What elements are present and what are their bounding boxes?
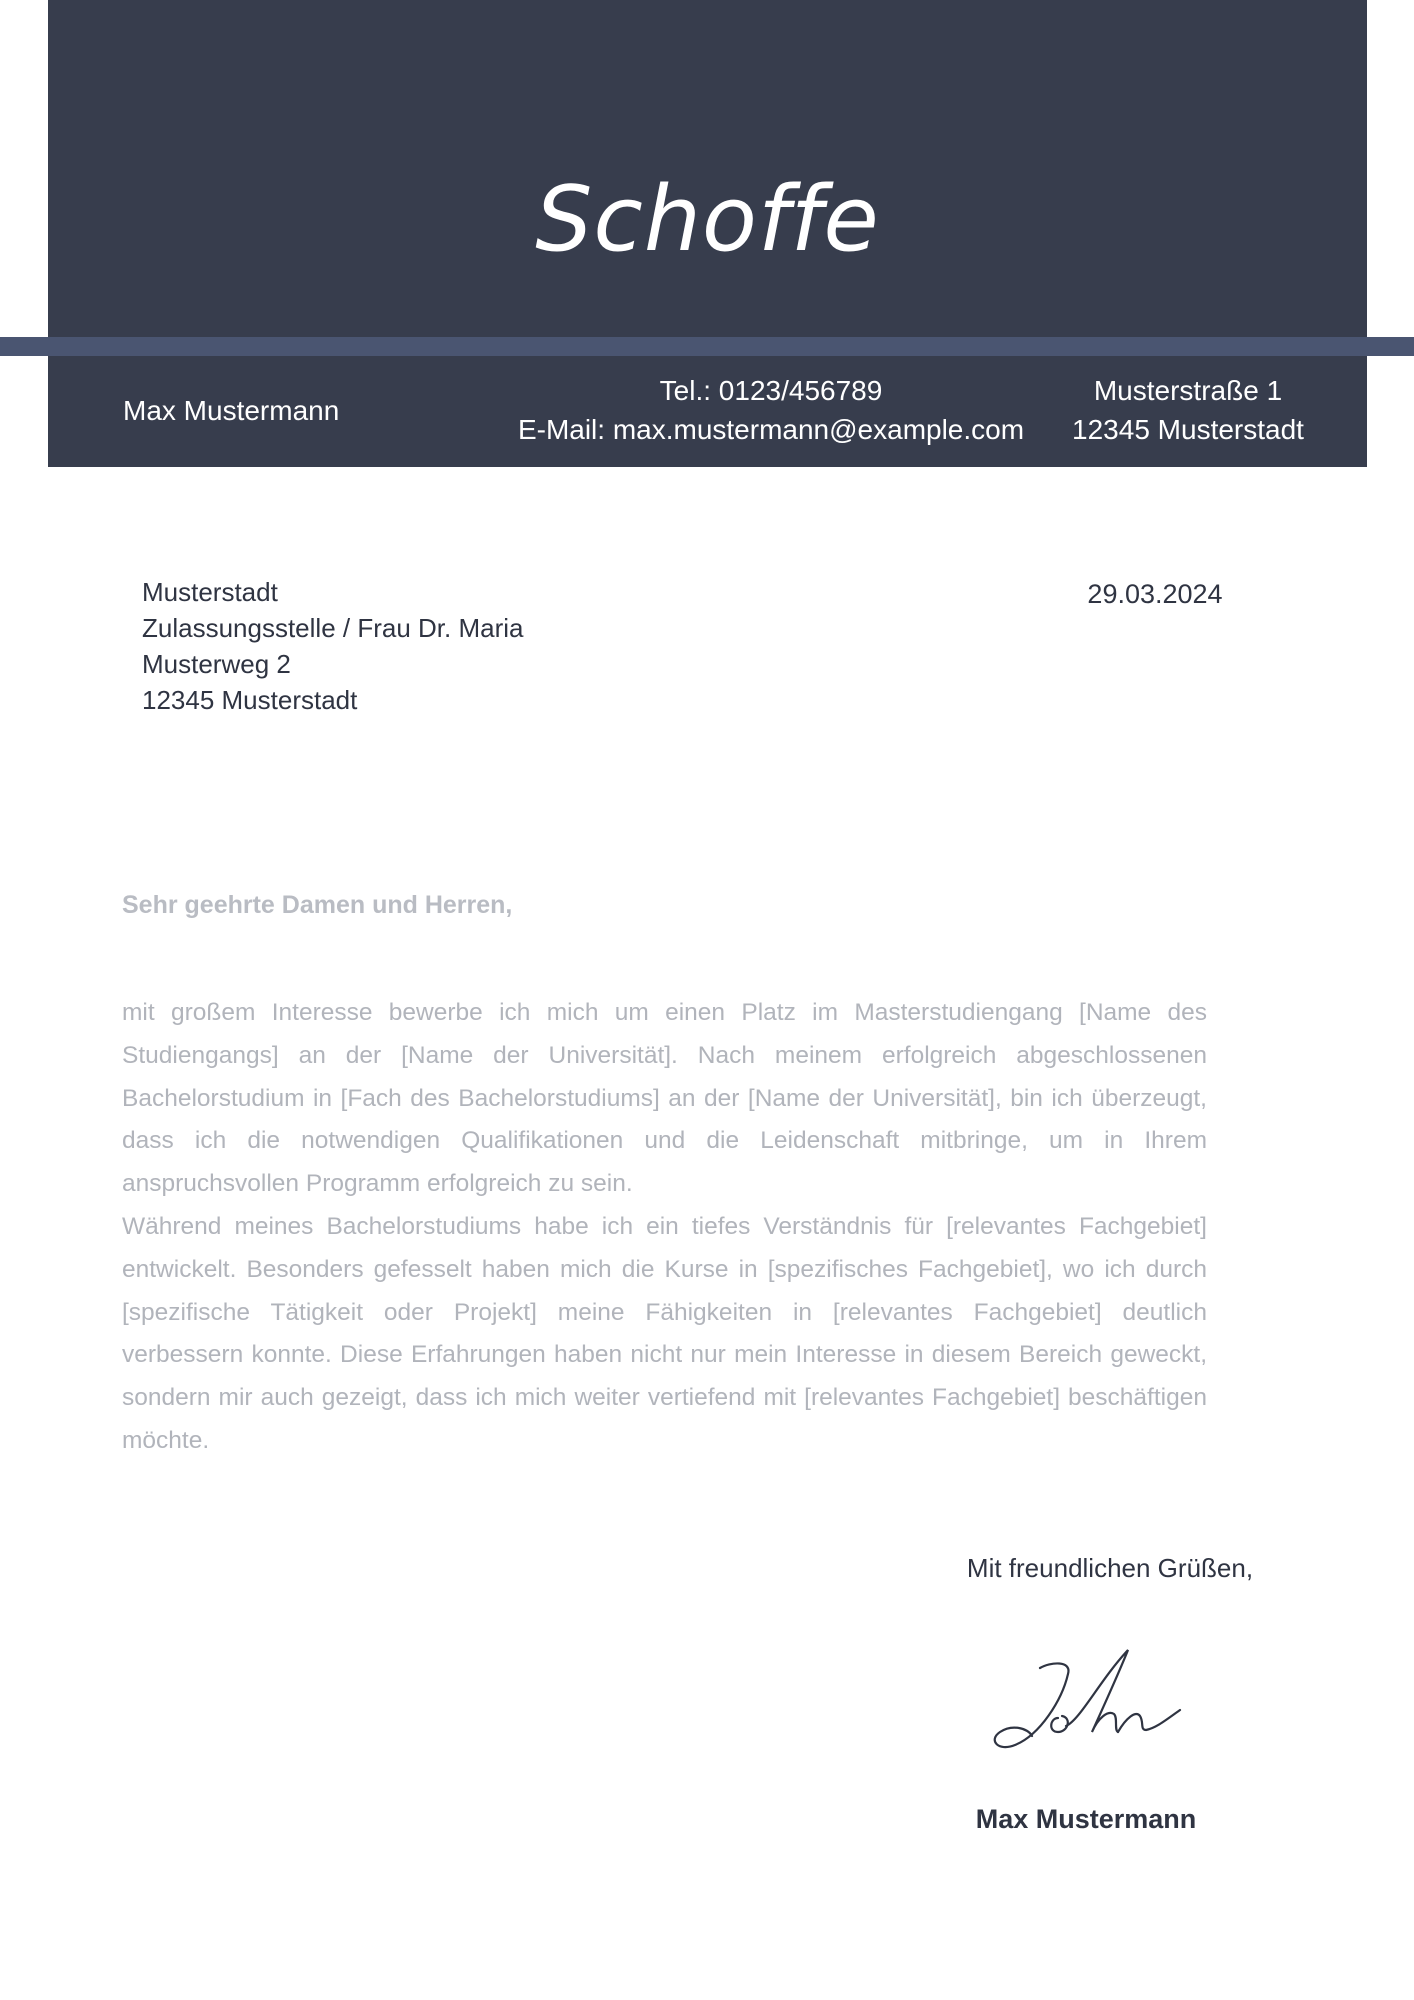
body-paragraph: mit großem Interesse bewerbe ich mich um einen Platz im Masterstudiengang [Name des Studiengangs] an der [Name der Universität]. Nach meinem erfolgreich abgeschlossenen Bachelorstudium in [Fach des Bachelorstudiums] an der [Name der Universität], bin ich überzeugt, dass ich die notwendigen Qualifikationen und die Leidenschaft mitbringe, um in Ihrem anspruchsvollen Programm erfolgreich zu sein. (122, 999, 1207, 1198)
recipient-line: 12345 Musterstadt (142, 685, 358, 715)
signer-name: Max Mustermann (975, 1804, 1197, 1834)
email-address: E-Mail: max.mustermann@example.com (517, 414, 1025, 445)
letter-body (122, 992, 1207, 1463)
sender-address (1048, 371, 1328, 449)
contact-bar (48, 356, 1367, 467)
recipient-line: Zulassungsstelle / Frau Dr. Maria (142, 613, 524, 643)
logo-title: Schoffe (535, 167, 880, 272)
sender-city: 12345 Musterstadt (1072, 414, 1304, 445)
closing: Mit freundlichen Grüßen, (966, 1553, 1254, 1583)
body-paragraph: Während meines Bachelorstudiums habe ich ein tiefes Verständnis für [relevantes Fachgebiet] entwickelt. Besonders gefesselt haben mich die Kurse in [spezifisches Fachgebiet], wo ich durch [spezifische Tätigkeit oder Projekt] meine Fähigkeiten in [relevantes Fachgebiet] deutlich verbessern konnte. Diese Erfahrungen haben nicht nur mein Interesse in diesem Bereich geweckt, sondern mir auch gezeigt, dass ich mich weiter vertiefend mit [relevantes Fachgebiet] beschäftigen möchte. (122, 1212, 1207, 1454)
sender-street: Musterstraße 1 (1093, 375, 1283, 406)
salutation: Sehr geehrte Damen und Herren, (122, 891, 513, 919)
signature-icon (980, 1640, 1190, 1760)
contact-details (448, 371, 1094, 449)
sender-name: Max Mustermann (123, 395, 340, 426)
header-banner (48, 0, 1367, 337)
letter-date: 29.03.2024 (1087, 579, 1223, 609)
recipient-line: Musterstadt (142, 577, 278, 607)
accent-band (0, 337, 1414, 356)
recipient-line: Musterweg 2 (142, 649, 291, 679)
phone-number: Tel.: 0123/456789 (659, 375, 883, 406)
recipient-address (142, 574, 523, 718)
